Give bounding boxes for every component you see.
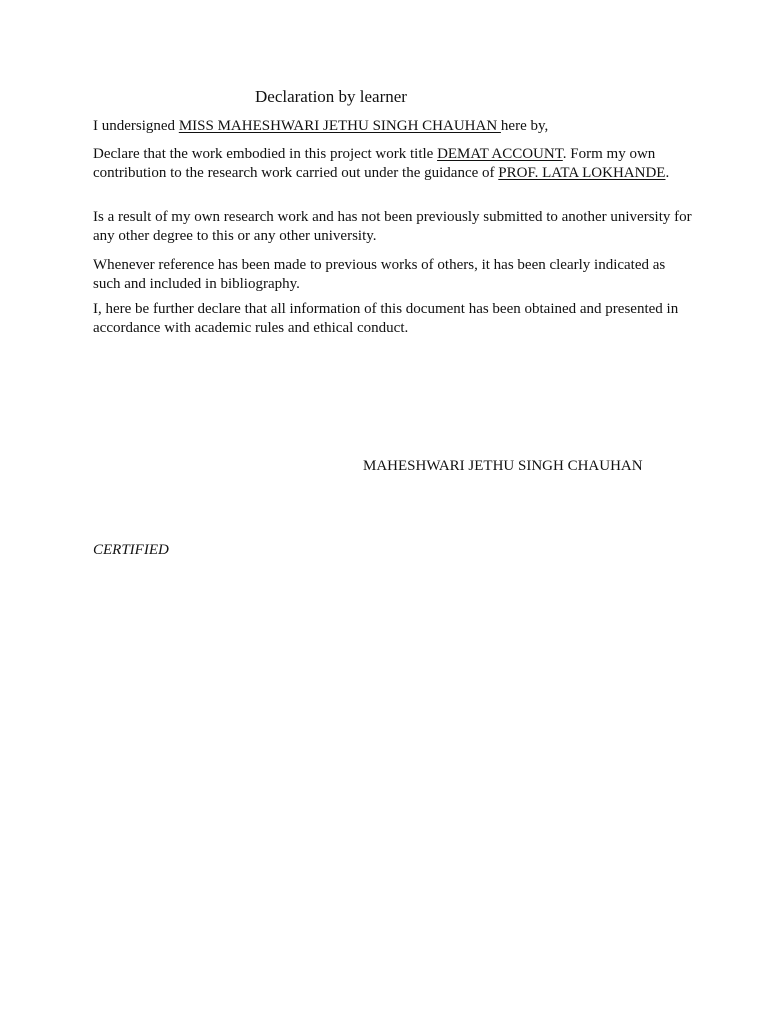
document-title: Declaration by learner [255,87,407,106]
guide-name-underlined: PROF. LATA LOKHANDE [498,165,666,181]
declaration-lead: Declare that the work embodied in this project work title [93,146,438,162]
originality-paragraph: Is a result of my own research work and has not been previously submitted to another university for any other degree to this or any other university. [93,209,692,244]
signature-name: MAHESHWARI JETHU SINGH CHAUHAN [363,458,643,474]
declaration-middle: . Form my own contribution to the research work carried out under the guidance of [93,146,656,181]
certified-label: CERTIFIED [93,542,169,558]
project-title-underlined: DEMAT ACCOUNT [437,146,563,162]
learner-name-underlined: MISS MAHESHWARI JETHU SINGH CHAUHAN [178,118,501,134]
declaration-tail: . [665,165,670,181]
undersigned-paragraph [93,117,693,136]
reference-paragraph: Whenever reference has been made to previous works of others, it has been clearly indicated as such and included in bibliography. [93,257,666,292]
declaration-paragraph [93,145,693,183]
undersigned-lead: I undersigned [93,118,179,134]
ethics-paragraph: I, here be further declare that all information of this document has been obtained and presented in accordance with academic rules and ethical conduct. [93,301,679,336]
undersigned-tail: here by, [500,118,549,134]
